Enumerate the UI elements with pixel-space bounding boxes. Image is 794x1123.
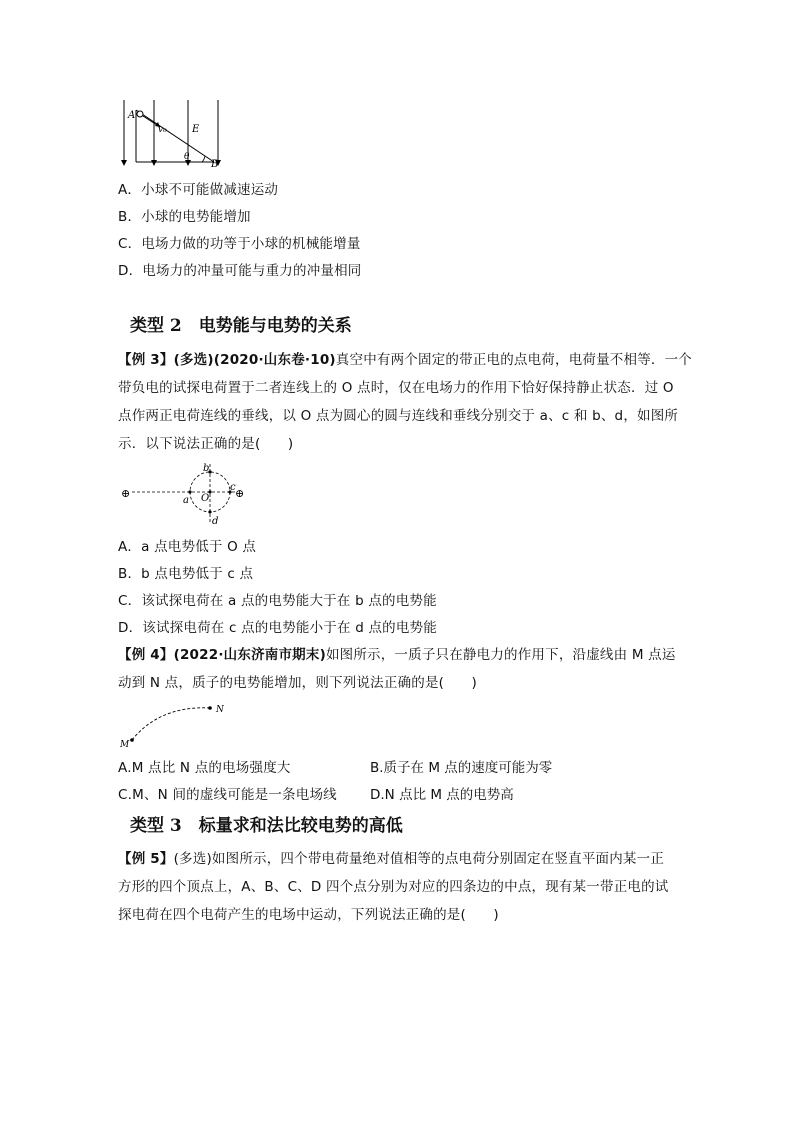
- incline-field-figure: [118, 98, 228, 168]
- label-n: N: [216, 705, 224, 715]
- example5-line1-text: (多选)如图所示，四个带电荷量绝对值相等的点电荷分别固定在竖直平面内某一正: [173, 851, 665, 867]
- example3-line1-text: 真空中有两个固定的带正电的点电荷，电荷量不相等．一个: [335, 352, 692, 368]
- example3-line4: 示．以下说法正确的是( ): [118, 436, 294, 452]
- label-m: M: [120, 740, 130, 750]
- example3-option-c: C．该试探电荷在 a 点的电势能大于在 b 点的电势能: [118, 593, 437, 609]
- label-b: B: [211, 159, 219, 168]
- prev-option-d: D．电场力的冲量可能与重力的冲量相同: [118, 263, 362, 279]
- example3-option-b: B．b 点电势低于 c 点: [118, 566, 254, 582]
- example3-option-d: D．该试探电荷在 c 点的电势能小于在 d 点的电势能: [118, 620, 437, 636]
- prev-option-c: C．电场力做的功等于小球的机械能增量: [118, 236, 361, 252]
- example3-line1: [118, 351, 692, 369]
- example4-option-c: C.M、N 间的虚线可能是一条电场线: [118, 787, 337, 803]
- example4-option-b: B.质子在 M 点的速度可能为零: [370, 760, 553, 776]
- example3-line3: 点作两正电荷连线的垂线，以 O 点为圆心的圆与连线和垂线分别交于 a、c 和 b、d，如图所: [118, 408, 679, 424]
- example4-line2: 动到 N 点，质子的电势能增加，则下列说法正确的是( ): [118, 675, 478, 691]
- example5-tag: 【例 5】: [118, 851, 174, 867]
- label-o-point: O: [201, 493, 210, 504]
- charges-circle-figure: [118, 458, 258, 528]
- label-c-point: c: [230, 482, 236, 493]
- label-v0: v₀: [158, 125, 167, 135]
- label-d-point: d: [212, 516, 219, 527]
- example5-line3: 探电荷在四个电荷产生的电场中运动，下列说法正确的是( ): [118, 907, 499, 923]
- label-e: E: [192, 124, 200, 135]
- example4-source: (2022·山东济南市期末): [173, 647, 326, 663]
- section-3-title: 类型 3 标量求和法比较电势的高低: [130, 816, 403, 836]
- example4-line1: [118, 646, 676, 664]
- right-charge-plus: ⊕: [235, 487, 245, 500]
- prev-option-a: A．小球不可能做减速运动: [118, 182, 279, 198]
- example3-source: (多选)(2020·山东卷·10): [173, 352, 336, 368]
- label-theta: θ: [184, 152, 190, 162]
- example3-option-a: A．a 点电势低于 O 点: [118, 539, 257, 555]
- left-charge-plus: ⊕: [121, 487, 131, 500]
- example4-line1-text: 如图所示，一质子只在静电力的作用下，沿虚线由 M 点运: [325, 647, 676, 663]
- label-a: A: [128, 110, 136, 121]
- example5-line2: 方形的四个顶点上，A、B、C、D 四个点分别为对应的四条边的中点，现有某一带正电的试: [118, 879, 669, 895]
- example3-line2: 带负电的试探电荷置于二者连线上的 O 点时，仅在电场力的作用下恰好保持静止状态．过 O: [118, 380, 674, 396]
- example4-tag: 【例 4】: [118, 647, 174, 663]
- mn-curve-figure: [118, 700, 238, 750]
- label-a-point: a: [183, 495, 189, 506]
- section-2-title: 类型 2 电势能与电势的关系: [130, 316, 352, 336]
- example3-tag: 【例 3】: [118, 352, 174, 368]
- prev-option-b: B．小球的电势能增加: [118, 209, 251, 225]
- example4-option-d: D.N 点比 M 点的电势高: [370, 787, 514, 803]
- example4-option-a: A.M 点比 N 点的电场强度大: [118, 760, 291, 776]
- label-b-point: b: [203, 463, 210, 474]
- example5-line1: [118, 850, 664, 868]
